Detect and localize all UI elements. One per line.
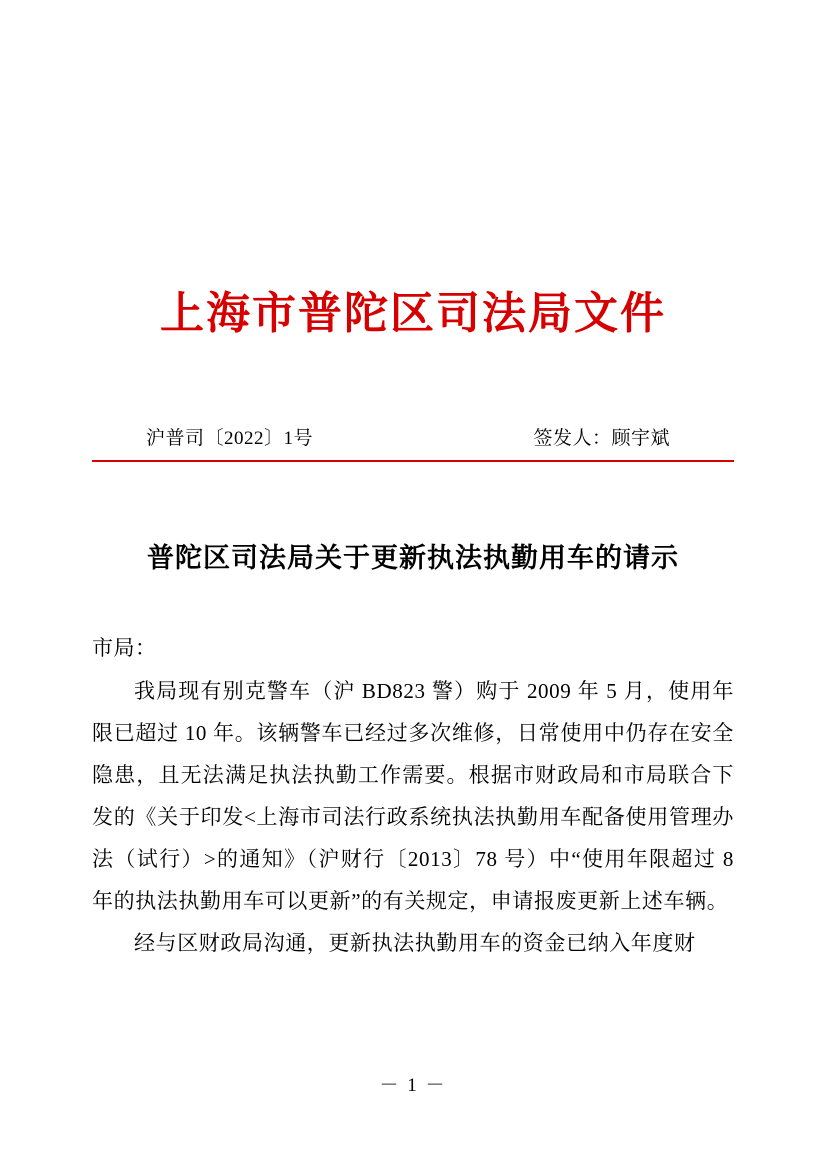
- document-number: 沪普司〔2022〕1号: [146, 427, 314, 449]
- document-meta-row: [92, 423, 734, 450]
- issuer-name: 签发人：顾宇斌: [533, 427, 670, 449]
- document-header-title: 上海市普陀区司法局文件: [160, 289, 666, 338]
- document-subject-title: 普陀区司法局关于更新执法执勤用车的请示: [147, 543, 679, 574]
- page-number: － 1 －: [379, 1075, 447, 1096]
- body-paragraph: 我局现有别克警车（沪 BD823 警）购于 2009 年 5 月，使用年限已超过 10 年。该辆警车已经过多次维修，日常使用中仍存在安全隐患，且无法满足执法执勤工作需要。根据市财政局和市局联合下发的《关于印发<上海市司法行政系统执法执勤用车配备使用管理办法（试行）>的通知》（沪财行〔2013〕78 号）中“使用年限超过 8 年的执法执勤用车可以更新”的有关规定，申请报废更新上述车辆。: [92, 679, 734, 914]
- salutation: 市局：: [92, 636, 157, 661]
- body-paragraph: 经与区财政局沟通，更新执法执勤用车的资金已纳入年度财: [134, 931, 696, 956]
- document-body: [92, 670, 734, 964]
